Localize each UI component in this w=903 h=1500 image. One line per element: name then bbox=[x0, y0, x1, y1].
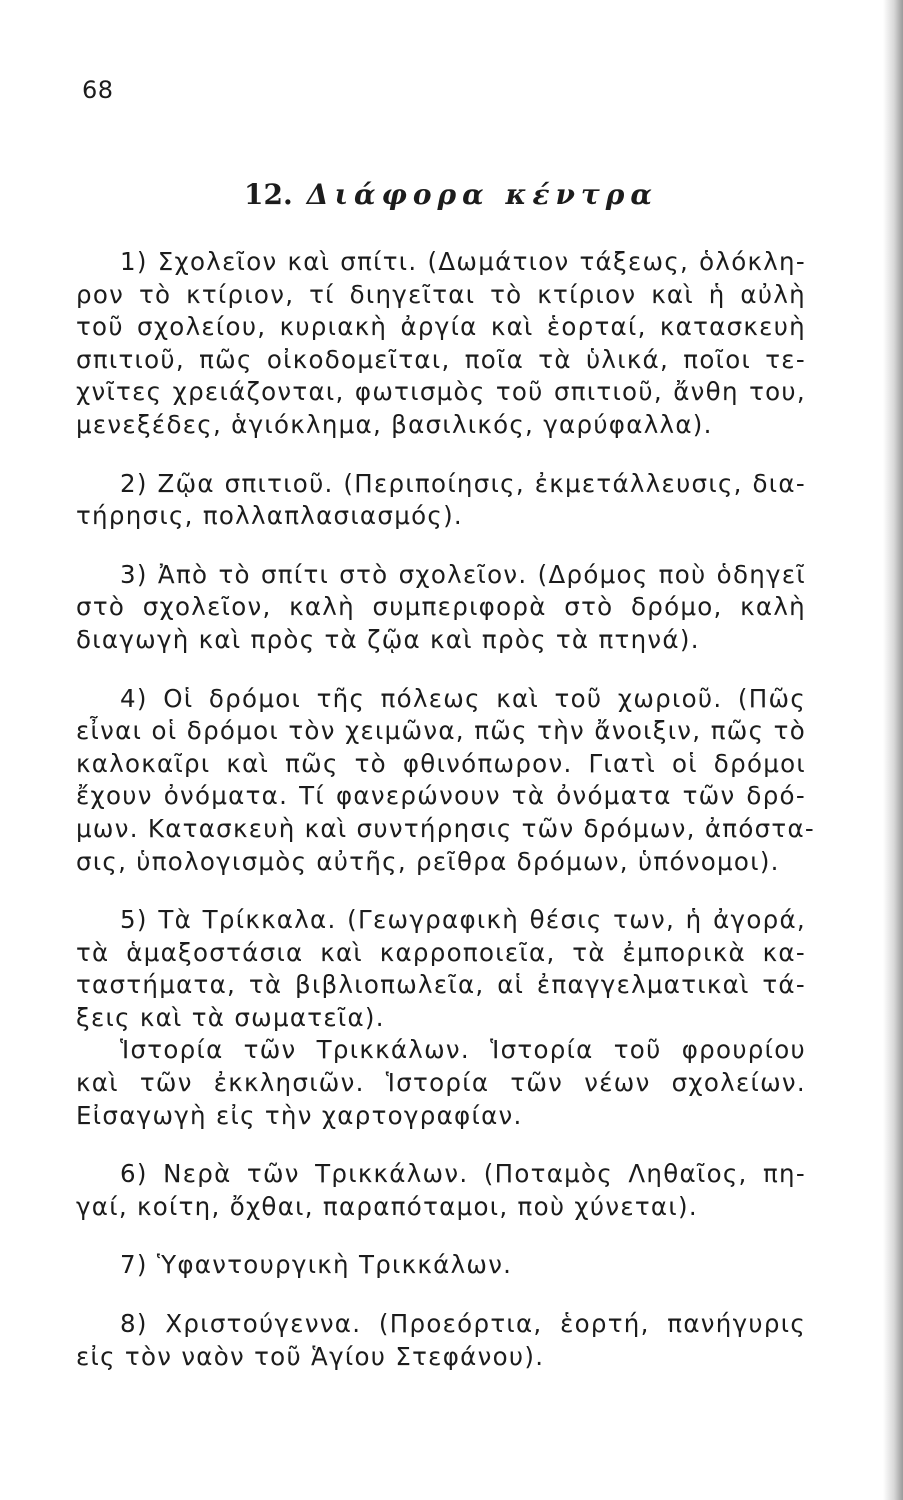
entry-7 bbox=[76, 1249, 806, 1282]
text-line: καλοκαῖρι καὶ πῶς τὸ φθινόπωρον. Γιατὶ οἱ δρόμοι bbox=[76, 748, 806, 778]
page-edge-shadow bbox=[883, 0, 903, 1500]
text-line: 2) Ζῷα σπιτιοῦ. (Περιποίησις, ἐκμετάλλευσις, δια- bbox=[120, 468, 806, 498]
entry-3 bbox=[76, 559, 806, 657]
text-line: τήρησις, πολλαπλασιασμός). bbox=[76, 501, 464, 531]
text-line: 8) Χριστούγεννα. (Προεόρτια, ἑορτή, πανήγυρις bbox=[120, 1309, 806, 1339]
text-line: 7) Ὑφαντουργικὴ Τρικκάλων. bbox=[120, 1250, 513, 1280]
text-line: τὰ ἁμαξοστάσια καὶ καρροποιεῖα, τὰ ἐμπορικὰ κα- bbox=[76, 937, 806, 967]
text-line: 4) Οἱ δρόμοι τῆς πόλεως καὶ τοῦ χωριοῦ. (Πῶς bbox=[120, 683, 806, 713]
text-line: Εἰσαγωγὴ εἰς τὴν χαρτογραφίαν. bbox=[76, 1100, 523, 1130]
entry-1 bbox=[76, 246, 806, 442]
entry-6 bbox=[76, 1158, 806, 1223]
body-text bbox=[76, 246, 816, 1399]
text-line: εἰς τὸν ναὸν τοῦ Ἁγίου Στεφάνου). bbox=[76, 1341, 545, 1371]
text-line: στὸ σχολεῖον, καλὴ συμπεριφορὰ στὸ δρόμο, καλὴ bbox=[76, 592, 806, 622]
text-line: σις, ὑπολογισμὸς αὐτῆς, ρεῖθρα δρόμων, ὑπόνομοι). bbox=[76, 846, 780, 876]
text-line: Ἱστορία τῶν Τρικκάλων. Ἱστορία τοῦ φρουρίου bbox=[120, 1035, 806, 1065]
text-line: εἶναι οἱ δρόμοι τὸν χειμῶνα, πῶς τὴν ἄνοιξιν, πῶς τὸ bbox=[76, 716, 806, 746]
entry-2 bbox=[76, 468, 806, 533]
text-line: καὶ τῶν ἐκκλησιῶν. Ἱστορία τῶν νέων σχολείων. bbox=[76, 1068, 806, 1098]
section-number: 12. bbox=[244, 178, 293, 211]
text-line: 6) Νερὰ τῶν Τρικκάλων. (Ποταμὸς Ληθαῖος, πη- bbox=[120, 1159, 806, 1189]
text-line: ξεις καὶ τὰ σωματεῖα). bbox=[76, 1002, 385, 1032]
text-line: 3) Ἀπὸ τὸ σπίτι στὸ σχολεῖον. (Δρόμος ποὺ ὁδηγεῖ bbox=[120, 559, 806, 589]
text-line: μενεξέδες, ἁγιόκλημα, βασιλικός, γαρύφαλλα). bbox=[76, 409, 713, 439]
text-line: διαγωγὴ καὶ πρὸς τὰ ζῷα καὶ πρὸς τὰ πτηνά). bbox=[76, 624, 700, 654]
page-number: 68 bbox=[82, 76, 114, 104]
text-line: μων. Κατασκευὴ καὶ συντήρησις τῶν δρόμων, ἀπόστα- bbox=[76, 813, 816, 843]
text-line: χνῖτες χρειάζονται, φωτισμὸς τοῦ σπιτιοῦ, ἄνθη του, bbox=[76, 377, 806, 407]
entry-5 bbox=[76, 904, 806, 1034]
section-heading bbox=[244, 178, 658, 211]
text-line: ρον τὸ κτίριον, τί διηγεῖται τὸ κτίριον καὶ ἡ αὐλὴ bbox=[76, 279, 806, 309]
text-line: 5) Τὰ Τρίκκαλα. (Γεωγραφικὴ θέσις των, ἡ ἀγορά, bbox=[120, 905, 806, 935]
entry-8 bbox=[76, 1308, 806, 1373]
text-line: ταστήματα, τὰ βιβλιοπωλεῖα, αἱ ἐπαγγελματικαὶ τά- bbox=[76, 970, 806, 1000]
entry-5-history bbox=[76, 1034, 806, 1132]
section-title: Διάφορα κέντρα bbox=[306, 178, 658, 211]
text-line: ἔχουν ὀνόματα. Τί φανερώνουν τὰ ὀνόματα τῶν δρό- bbox=[76, 781, 806, 811]
text-line: τοῦ σχολείου, κυριακὴ ἀργία καὶ ἑορταί, κατασκευὴ bbox=[76, 312, 806, 342]
text-line: 1) Σχολεῖον καὶ σπίτι. (Δωμάτιον τάξεως, ὁλόκλη- bbox=[120, 247, 806, 276]
text-line: γαί, κοίτη, ὄχθαι, παραπόταμοι, ποὺ χύνεται). bbox=[76, 1191, 698, 1221]
entry-4 bbox=[76, 683, 816, 879]
text-line: σπιτιοῦ, πῶς οἰκοδομεῖται, ποῖα τὰ ὑλικά, ποῖοι τε- bbox=[76, 344, 806, 374]
